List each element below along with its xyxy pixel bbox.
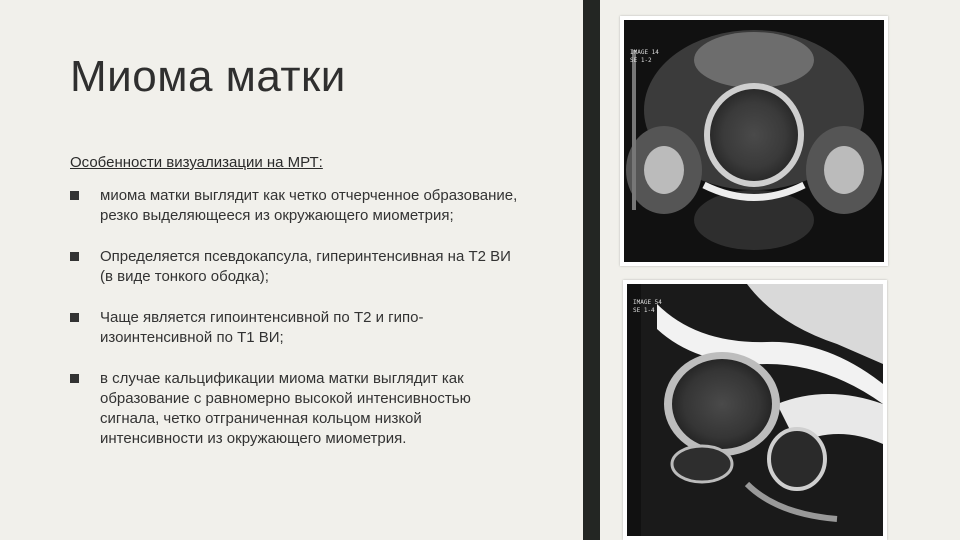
square-bullet-icon xyxy=(70,191,79,200)
mri-label-line2: SE 1-2 xyxy=(630,57,652,64)
bullet-text: Чаще является гипоинтенсивной по Т2 и гипо-изоинтенсивной по Т1 ВИ; xyxy=(100,309,424,346)
bullet-list xyxy=(70,186,520,470)
mri-sagittal-image xyxy=(623,280,887,540)
vertical-divider-bar xyxy=(583,0,600,540)
bullet-text: Определяется псевдокапсула, гиперинтенсивная на Т2 ВИ (в виде тонкого ободка); xyxy=(100,248,511,285)
mri-label-line2: SE 1-4 xyxy=(633,307,655,314)
mri-label-line1: IMAGE 14 xyxy=(630,49,659,56)
bullet-text: миома матки выглядит как четко отчерченное образование, резко выделяющееся из окружающего миометрия; xyxy=(100,187,518,224)
mri-label-line1: IMAGE 54 xyxy=(633,299,662,306)
square-bullet-icon xyxy=(70,313,79,322)
mri-axial-image xyxy=(620,16,888,266)
bullet-item xyxy=(70,369,520,449)
bullet-item xyxy=(70,186,520,226)
bullet-item xyxy=(70,308,520,348)
square-bullet-icon xyxy=(70,252,79,261)
slide-title: Миома матки xyxy=(70,52,346,101)
slide-subtitle: Особенности визуализации на МРТ: xyxy=(70,154,323,171)
bullet-item xyxy=(70,247,520,287)
bullet-text: в случае кальцификации миома матки выглядит как образование с равномерно высокой интенсивностью сигнала, четко отграниченная кольцом низкой интенсивности из окружающего миометрия. xyxy=(100,370,471,447)
square-bullet-icon xyxy=(70,374,79,383)
